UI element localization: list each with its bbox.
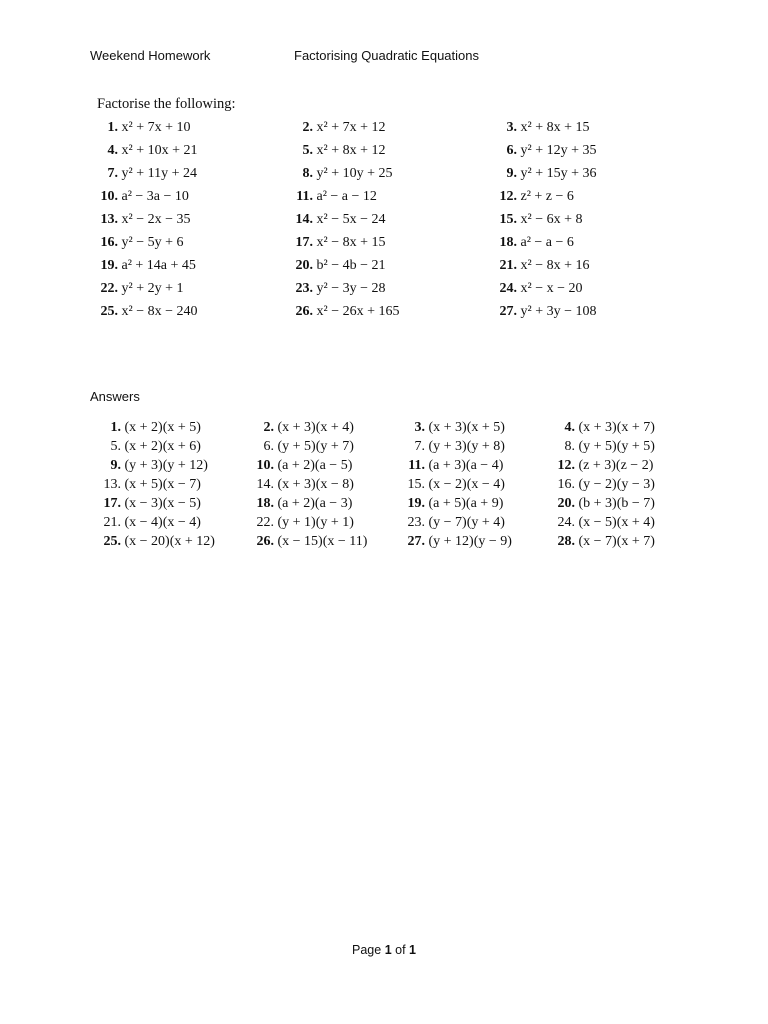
question-expression: x² − 8x − 240 xyxy=(121,304,198,319)
question-expression: x² + 8x + 15 xyxy=(520,120,590,135)
answer-number: 15. xyxy=(407,477,425,492)
answer-row xyxy=(0,515,768,533)
answer-expression: (y + 12)(y − 9) xyxy=(428,534,512,549)
question-item xyxy=(284,166,393,182)
question-expression: x² + 7x + 10 xyxy=(121,120,191,135)
answer-expression: (x − 2)(x − 4) xyxy=(428,477,505,492)
question-number: 11. xyxy=(296,189,313,204)
answer-expression: (a + 2)(a − 5) xyxy=(277,458,353,473)
answer-expression: (x − 4)(x − 4) xyxy=(124,515,201,530)
answer-item xyxy=(247,515,354,531)
question-expression: x² + 10x + 21 xyxy=(121,143,198,158)
answer-item xyxy=(398,420,505,436)
answer-item xyxy=(548,534,655,550)
answer-expression: (x + 3)(x + 5) xyxy=(428,420,505,435)
question-expression: a² − a − 12 xyxy=(316,189,377,204)
answer-number: 5. xyxy=(110,439,121,454)
question-expression: x² − 8x + 16 xyxy=(520,258,590,273)
question-item xyxy=(284,235,386,251)
question-item xyxy=(284,120,386,136)
answer-expression: (y + 3)(y + 12) xyxy=(124,458,208,473)
answer-expression: (x + 5)(x − 7) xyxy=(124,477,201,492)
answer-expression: (x − 20)(x + 12) xyxy=(124,534,215,549)
answer-number: 14. xyxy=(256,477,274,492)
answer-expression: (z + 3)(z − 2) xyxy=(578,458,654,473)
question-number: 15. xyxy=(499,212,517,227)
answer-expression: (x + 2)(x + 5) xyxy=(124,420,201,435)
answer-item xyxy=(398,458,503,474)
answer-expression: (x − 15)(x − 11) xyxy=(277,534,368,549)
answer-row xyxy=(0,420,768,438)
answer-number: 27. xyxy=(407,534,425,549)
question-expression: a² + 14a + 45 xyxy=(121,258,196,273)
question-item xyxy=(495,235,574,251)
answer-number: 16. xyxy=(557,477,575,492)
page-number xyxy=(0,943,768,957)
question-number: 16. xyxy=(100,235,118,250)
answer-number: 9. xyxy=(110,458,121,473)
question-expression: x² − 26x + 165 xyxy=(316,304,400,319)
question-number: 20. xyxy=(295,258,313,273)
answer-expression: (x + 3)(x + 7) xyxy=(578,420,655,435)
question-item xyxy=(94,258,196,274)
question-item xyxy=(94,212,191,228)
answer-number: 4. xyxy=(564,420,575,435)
answer-number: 28. xyxy=(557,534,575,549)
question-item xyxy=(495,120,590,136)
answer-expression: (x + 2)(x + 6) xyxy=(124,439,201,454)
question-expression: y² + 12y + 35 xyxy=(520,143,597,158)
question-expression: y² − 3y − 28 xyxy=(316,281,386,296)
question-number: 8. xyxy=(302,166,313,181)
question-expression: b² − 4b − 21 xyxy=(316,258,386,273)
of-word: of xyxy=(395,943,406,957)
question-row xyxy=(0,212,768,234)
header-subject: Factorising Quadratic Equations xyxy=(294,48,479,63)
question-item xyxy=(284,281,386,297)
answer-item xyxy=(247,420,354,436)
answer-item xyxy=(94,439,201,455)
answer-number: 8. xyxy=(564,439,575,454)
question-expression: a² − a − 6 xyxy=(520,235,574,250)
answer-expression: (y − 2)(y − 3) xyxy=(578,477,655,492)
answer-expression: (x + 3)(x + 4) xyxy=(277,420,354,435)
answer-number: 23. xyxy=(407,515,425,530)
answer-item xyxy=(94,534,215,550)
question-item xyxy=(94,143,198,159)
answer-number: 13. xyxy=(103,477,121,492)
answer-expression: (a + 5)(a + 9) xyxy=(428,496,504,511)
question-number: 6. xyxy=(506,143,517,158)
question-number: 12. xyxy=(499,189,517,204)
answer-row xyxy=(0,534,768,552)
answer-item xyxy=(247,496,352,512)
answer-item xyxy=(548,496,655,512)
question-item xyxy=(284,143,386,159)
question-item xyxy=(495,304,597,320)
answer-row xyxy=(0,458,768,476)
answer-number: 1. xyxy=(110,420,121,435)
answer-item xyxy=(247,477,354,493)
question-expression: x² + 8x + 12 xyxy=(316,143,386,158)
question-item xyxy=(284,212,386,228)
answers-heading: Answers xyxy=(90,389,140,404)
question-row xyxy=(0,143,768,165)
answer-number: 3. xyxy=(414,420,425,435)
page-current: 1 xyxy=(384,943,392,957)
question-number: 21. xyxy=(499,258,517,273)
question-expression: x² − x − 20 xyxy=(520,281,583,296)
question-number: 18. xyxy=(499,235,517,250)
question-number: 22. xyxy=(100,281,118,296)
question-item xyxy=(94,120,191,136)
page-word: Page xyxy=(352,943,382,957)
answer-item xyxy=(398,477,505,493)
question-expression: x² + 7x + 12 xyxy=(316,120,386,135)
answer-number: 21. xyxy=(103,515,121,530)
question-expression: y² + 15y + 36 xyxy=(520,166,597,181)
answer-number: 17. xyxy=(103,496,121,511)
question-number: 27. xyxy=(499,304,517,319)
answer-number: 18. xyxy=(256,496,274,511)
question-number: 25. xyxy=(100,304,118,319)
answer-item xyxy=(548,477,655,493)
answer-number: 25. xyxy=(103,534,121,549)
question-expression: y² + 2y + 1 xyxy=(121,281,184,296)
question-item xyxy=(94,189,189,205)
question-item xyxy=(495,143,597,159)
answer-item xyxy=(548,439,655,455)
answer-number: 7. xyxy=(414,439,425,454)
question-row xyxy=(0,166,768,188)
question-number: 7. xyxy=(107,166,118,181)
question-number: 24. xyxy=(499,281,517,296)
question-item xyxy=(284,258,386,274)
answer-number: 12. xyxy=(557,458,575,473)
answer-item xyxy=(548,420,655,436)
question-expression: a² − 3a − 10 xyxy=(121,189,189,204)
answer-expression: (x − 5)(x + 4) xyxy=(578,515,655,530)
answer-item xyxy=(548,458,653,474)
answer-expression: (y + 5)(y + 5) xyxy=(578,439,655,454)
question-item xyxy=(495,166,597,182)
question-item xyxy=(94,166,197,182)
question-row xyxy=(0,120,768,142)
answer-expression: (x − 3)(x − 5) xyxy=(124,496,201,511)
question-row xyxy=(0,304,768,326)
question-expression: x² − 5x − 24 xyxy=(316,212,386,227)
question-expression: y² + 11y + 24 xyxy=(121,166,197,181)
answer-expression: (y − 7)(y + 4) xyxy=(428,515,505,530)
answer-expression: (b + 3)(b − 7) xyxy=(578,496,655,511)
question-expression: x² − 8x + 15 xyxy=(316,235,386,250)
instruction-text: Factorise the following: xyxy=(97,96,236,112)
page-total: 1 xyxy=(409,943,416,957)
question-expression: x² − 2x − 35 xyxy=(121,212,191,227)
answer-number: 11. xyxy=(408,458,425,473)
answer-number: 2. xyxy=(263,420,274,435)
answer-number: 19. xyxy=(407,496,425,511)
question-number: 26. xyxy=(295,304,313,319)
question-expression: x² − 6x + 8 xyxy=(520,212,583,227)
question-item xyxy=(284,304,400,320)
question-number: 19. xyxy=(100,258,118,273)
question-item xyxy=(94,235,184,251)
answer-item xyxy=(398,534,512,550)
answer-item xyxy=(398,496,503,512)
answer-item xyxy=(94,515,201,531)
answer-number: 22. xyxy=(256,515,274,530)
question-number: 17. xyxy=(295,235,313,250)
answer-item xyxy=(94,420,201,436)
answer-expression: (y + 1)(y + 1) xyxy=(277,515,354,530)
question-number: 1. xyxy=(107,120,118,135)
question-item xyxy=(495,258,590,274)
answer-number: 20. xyxy=(557,496,575,511)
question-number: 23. xyxy=(295,281,313,296)
answer-row xyxy=(0,496,768,514)
question-expression: z² + z − 6 xyxy=(520,189,574,204)
question-row xyxy=(0,258,768,280)
answer-expression: (y + 5)(y + 7) xyxy=(277,439,354,454)
answer-expression: (y + 3)(y + 8) xyxy=(428,439,505,454)
answer-item xyxy=(247,534,367,550)
question-item xyxy=(495,212,583,228)
question-item xyxy=(284,189,377,205)
question-number: 3. xyxy=(506,120,517,135)
answer-expression: (x + 3)(x − 8) xyxy=(277,477,354,492)
question-item xyxy=(495,281,583,297)
answer-item xyxy=(247,458,352,474)
question-number: 13. xyxy=(100,212,118,227)
question-row xyxy=(0,189,768,211)
question-item xyxy=(495,189,574,205)
answer-expression: (a + 2)(a − 3) xyxy=(277,496,353,511)
answer-number: 10. xyxy=(256,458,274,473)
header-title: Weekend Homework xyxy=(90,48,211,63)
question-row xyxy=(0,281,768,303)
answer-item xyxy=(94,496,201,512)
question-expression: y² + 3y − 108 xyxy=(520,304,597,319)
question-row xyxy=(0,235,768,257)
answer-number: 24. xyxy=(557,515,575,530)
answer-item xyxy=(247,439,354,455)
question-number: 5. xyxy=(302,143,313,158)
question-expression: y² − 5y + 6 xyxy=(121,235,184,250)
question-number: 9. xyxy=(506,166,517,181)
question-number: 10. xyxy=(100,189,118,204)
question-number: 14. xyxy=(295,212,313,227)
answer-expression: (a + 3)(a − 4) xyxy=(428,458,504,473)
question-item xyxy=(94,281,184,297)
answer-item xyxy=(94,458,208,474)
question-number: 2. xyxy=(302,120,313,135)
question-expression: y² + 10y + 25 xyxy=(316,166,393,181)
question-number: 4. xyxy=(107,143,118,158)
question-item xyxy=(94,304,198,320)
answer-item xyxy=(398,439,505,455)
answer-number: 26. xyxy=(256,534,274,549)
answer-number: 6. xyxy=(263,439,274,454)
answer-item xyxy=(398,515,505,531)
answer-item xyxy=(94,477,201,493)
answer-row xyxy=(0,439,768,457)
answer-expression: (x − 7)(x + 7) xyxy=(578,534,655,549)
answer-row xyxy=(0,477,768,495)
answer-item xyxy=(548,515,655,531)
